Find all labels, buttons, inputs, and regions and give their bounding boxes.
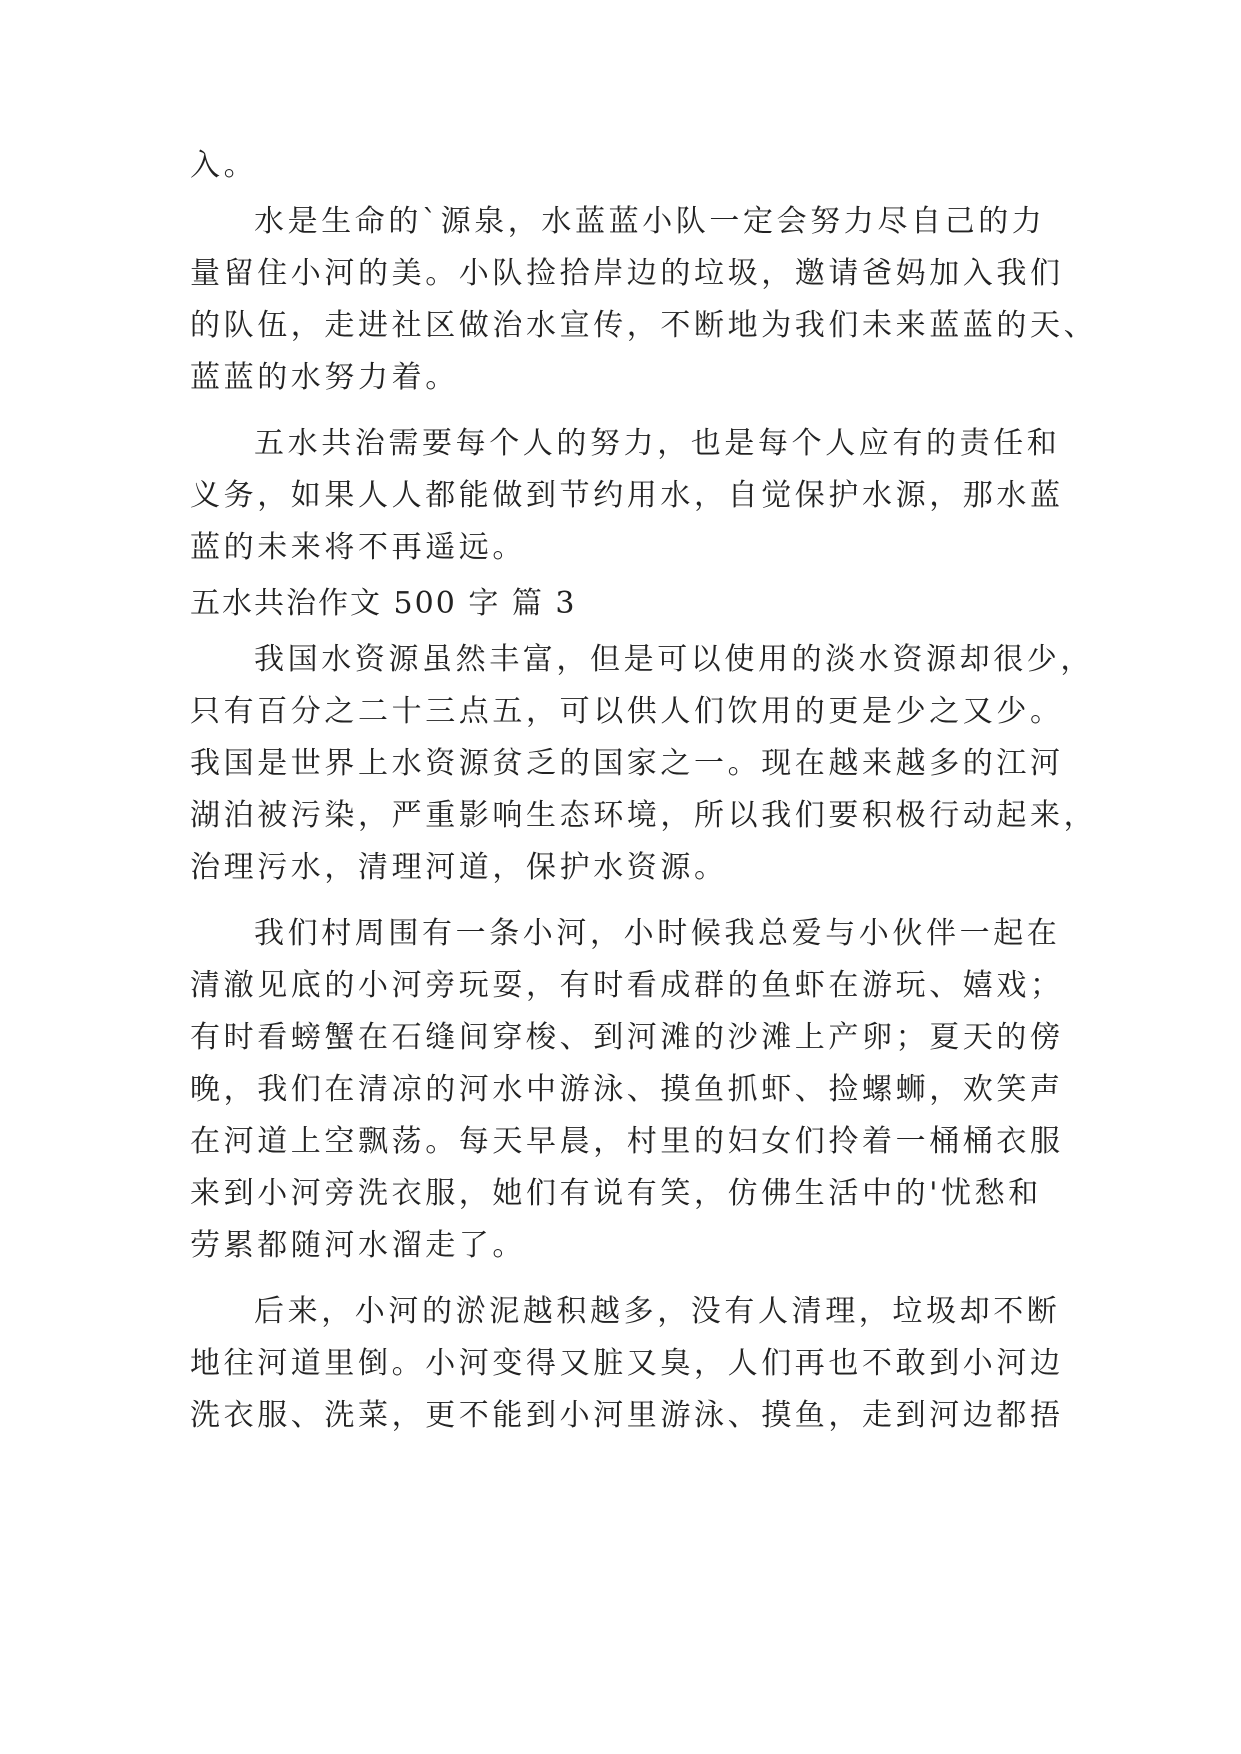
text-line: 义务，如果人人都能做到节约用水，自觉保护水源，那水蓝: [190, 478, 1064, 513]
text-line: 劳累都随河水溜走了。: [190, 1228, 526, 1263]
text-line: 地往河道里倒。小河变得又脏又臭，人们再也不敢到小河边: [190, 1346, 1064, 1381]
paragraph-first-line: 我国水资源虽然丰富，但是可以使用的淡水资源却很少，: [254, 642, 1094, 677]
text-line: 蓝的未来将不再遥远。: [190, 530, 526, 565]
text-line: 在河道上空飘荡。每天早晨，村里的妇女们拎着一桶桶衣服: [190, 1124, 1064, 1159]
text-line: 蓝蓝的水努力着。: [190, 360, 459, 395]
section-heading: 五水共治作文 500 字 篇 3: [190, 586, 577, 621]
text-line: 湖泊被污染，严重影响生态环境，所以我们要积极行动起来，: [190, 798, 1098, 833]
text-line: 量留住小河的美。小队捡拾岸边的垃圾，邀请爸妈加入我们: [190, 256, 1064, 291]
text-line: 晚，我们在清凉的河水中游泳、摸鱼抓虾、捡螺蛳，欢笑声: [190, 1072, 1064, 1107]
text-line: 只有百分之二十三点五，可以供人们饮用的更是少之又少。: [190, 694, 1064, 729]
text-line: 清澈见底的小河旁玩耍，有时看成群的鱼虾在游玩、嬉戏；: [190, 968, 1064, 1003]
paragraph-first-line: 五水共治需要每个人的努力，也是每个人应有的责任和: [254, 426, 1061, 461]
text-line: 来到小河旁洗衣服，她们有说有笑，仿佛生活中的'忧愁和: [190, 1176, 1042, 1211]
text-line: 的队伍，走进社区做治水宣传，不断地为我们未来蓝蓝的天、: [190, 308, 1098, 343]
text-line: 我国是世界上水资源贫乏的国家之一。现在越来越多的江河: [190, 746, 1064, 781]
paragraph-first-line: 水是生命的`源泉，水蓝蓝小队一定会努力尽自己的力: [254, 204, 1046, 239]
text-line: 洗衣服、洗菜，更不能到小河里游泳、摸鱼，走到河边都捂: [190, 1398, 1064, 1433]
text-line: 治理污水，清理河道，保护水资源。: [190, 850, 728, 885]
paragraph-first-line: 后来，小河的淤泥越积越多，没有人清理，垃圾却不断: [254, 1294, 1061, 1329]
text-line: 入。: [190, 148, 258, 183]
paragraph-first-line: 我们村周围有一条小河，小时候我总爱与小伙伴一起在: [254, 916, 1061, 951]
text-line: 有时看螃蟹在石缝间穿梭、到河滩的沙滩上产卵；夏天的傍: [190, 1020, 1064, 1055]
